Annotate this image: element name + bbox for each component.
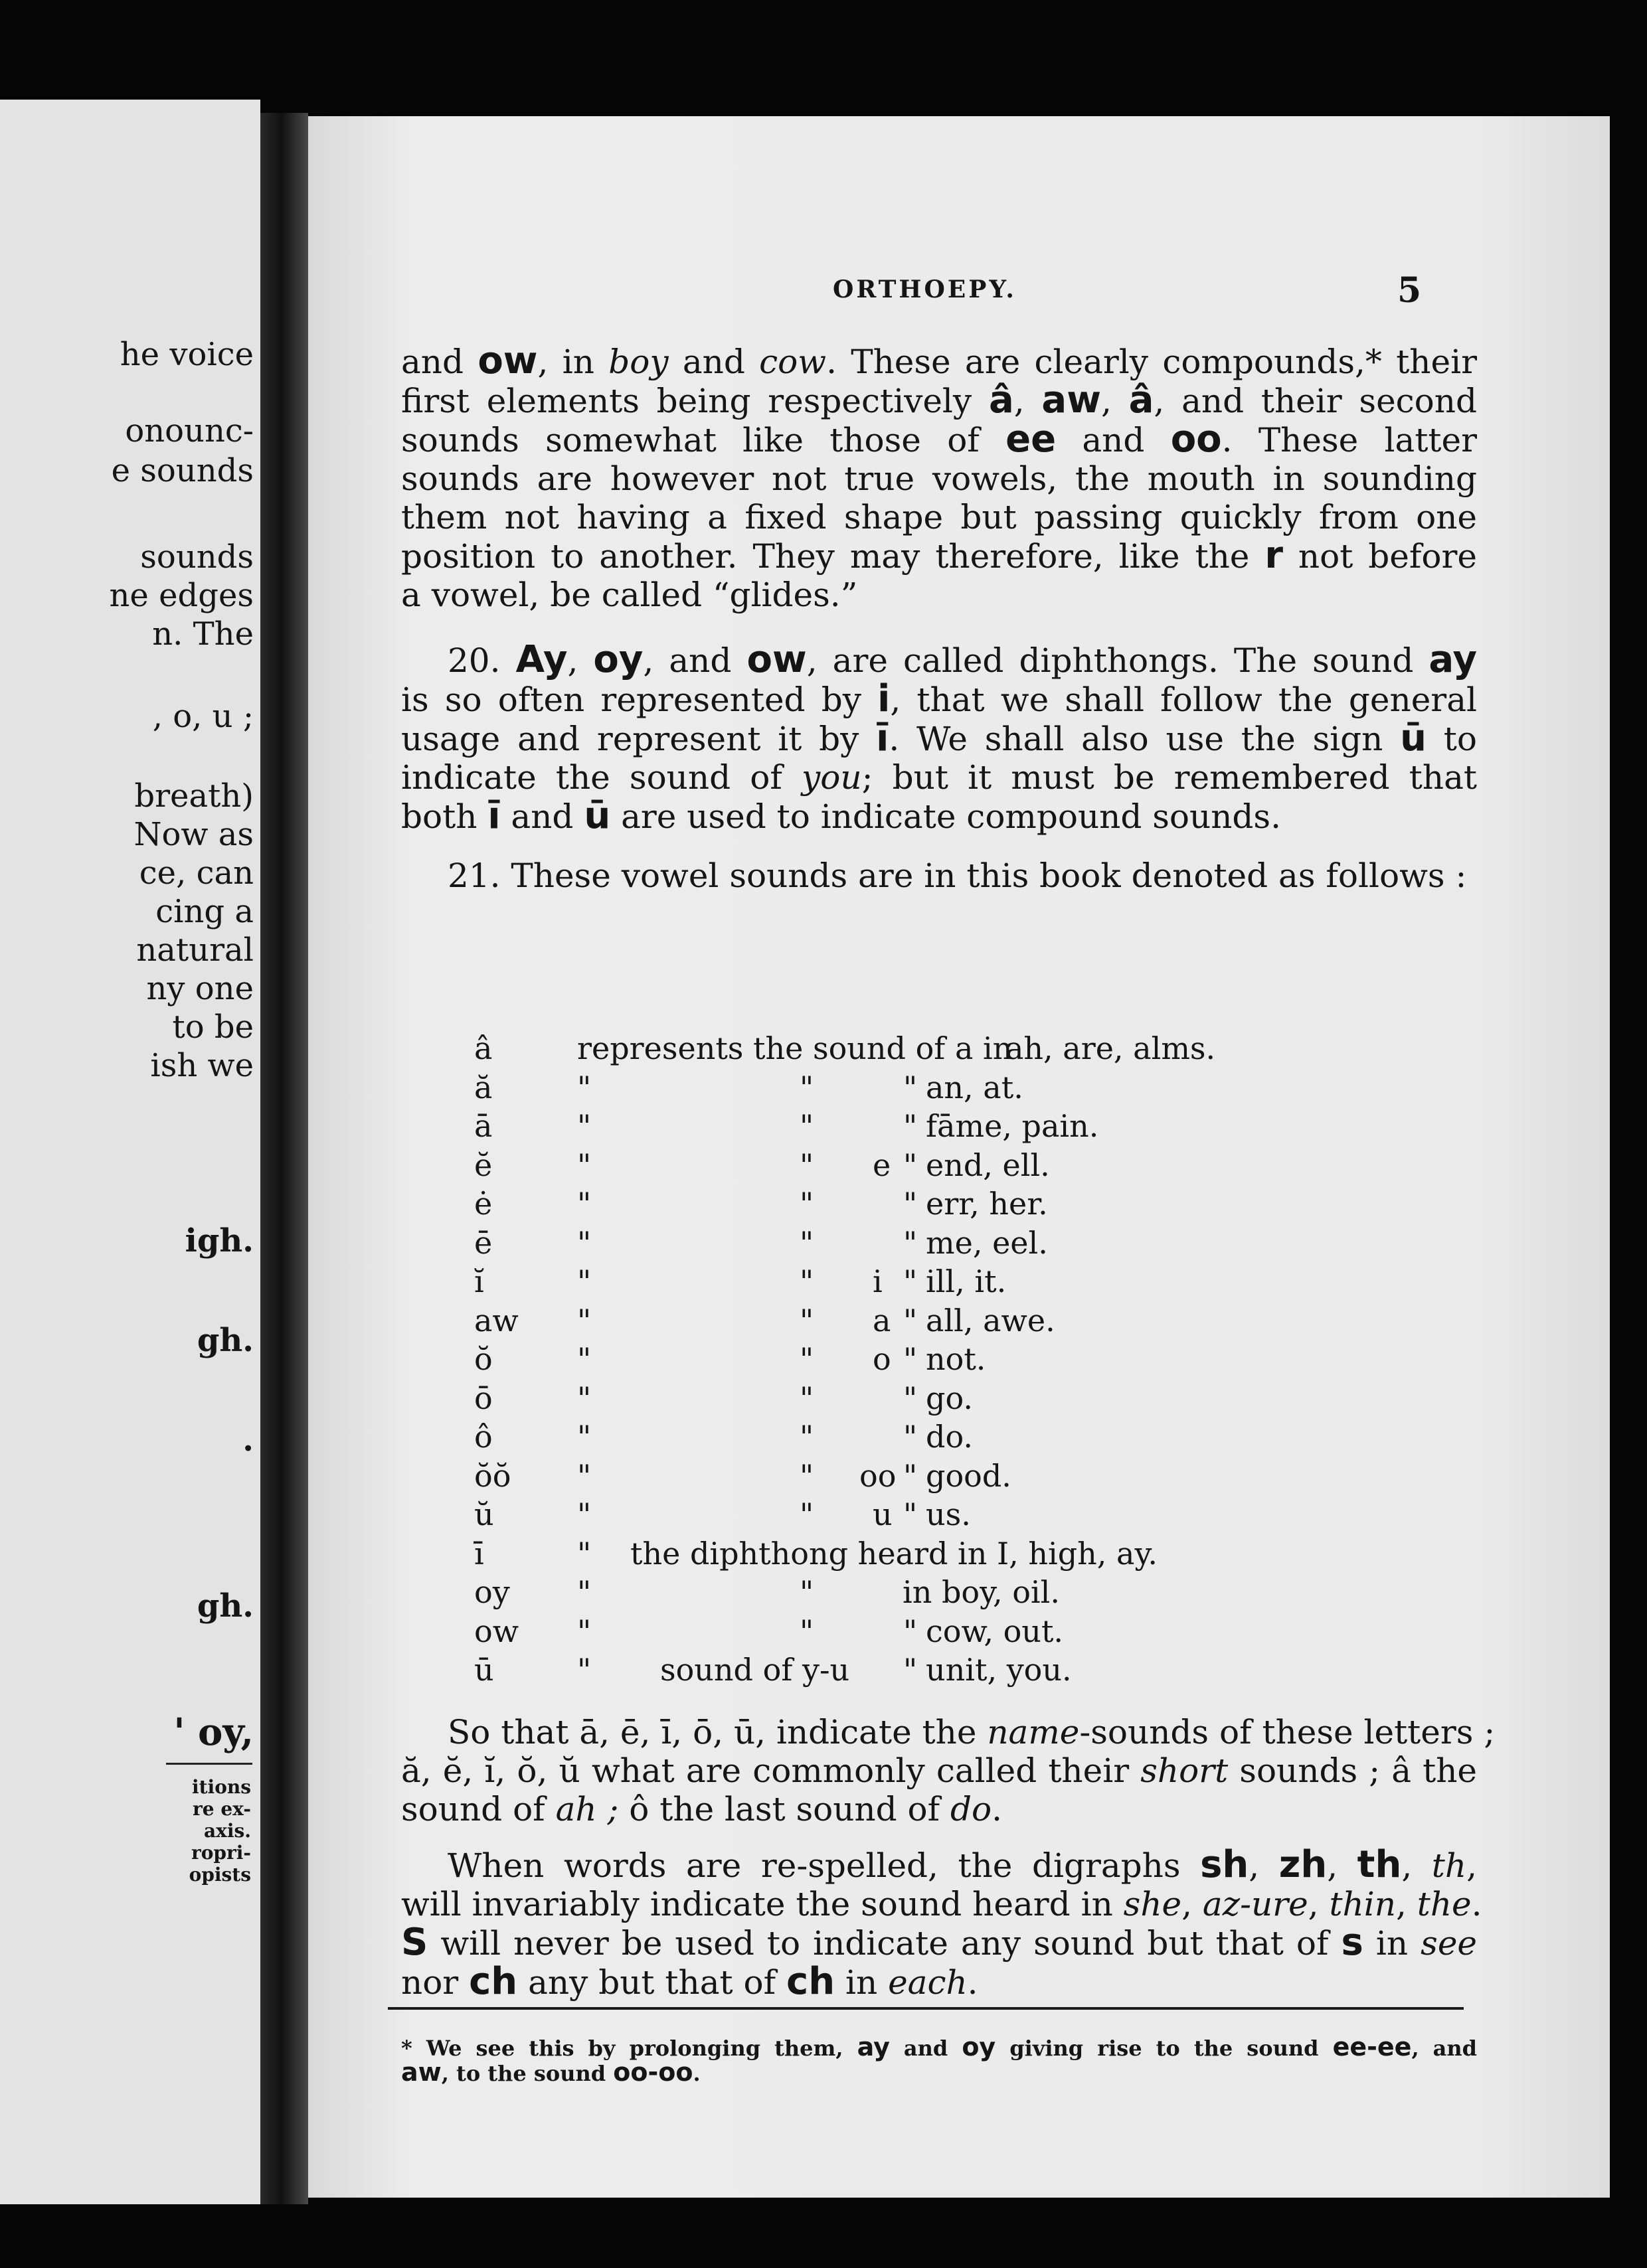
ditto-mark: " bbox=[903, 1147, 918, 1183]
page-header bbox=[308, 270, 1610, 322]
text-run: , bbox=[1013, 382, 1042, 420]
bold-symbol: â bbox=[1128, 378, 1154, 422]
ditto-mark: " bbox=[800, 1069, 814, 1105]
spelling-letter: i bbox=[873, 1263, 883, 1299]
ditto-mark: " bbox=[903, 1302, 918, 1338]
left-fragment: ish we bbox=[150, 1047, 254, 1084]
ditto-mark: " bbox=[577, 1147, 592, 1183]
text-run: in bbox=[1363, 1924, 1421, 1963]
left-footnote-fragment: axis. bbox=[204, 1820, 251, 1842]
italic-word: you bbox=[802, 758, 862, 797]
text-run: , and their second bbox=[1154, 382, 1477, 420]
ditto-mark: " bbox=[800, 1613, 814, 1649]
text-line bbox=[401, 536, 1477, 576]
text-line bbox=[401, 378, 1477, 422]
bold-digraph: ch bbox=[786, 1960, 835, 2003]
text-run: , and bbox=[1411, 2036, 1478, 2061]
text-run: ; but it must be remembered that bbox=[861, 758, 1477, 797]
text-line bbox=[401, 638, 1477, 681]
left-fragment: ' oy, bbox=[173, 1710, 254, 1754]
text-run: first elements being respectively bbox=[401, 382, 989, 420]
represents-column: represents the sound of a in bbox=[577, 1030, 1013, 1066]
left-fragment: ce, can bbox=[139, 854, 254, 892]
ditto-mark: " bbox=[577, 1069, 592, 1105]
left-fragment: he voice bbox=[120, 336, 254, 373]
text-run: giving rise to the sound bbox=[996, 2036, 1333, 2061]
text-run: . bbox=[967, 1963, 978, 2002]
text-line bbox=[401, 758, 1477, 797]
examples-column: all, awe. bbox=[926, 1302, 1055, 1338]
vowel-symbol: ŭ bbox=[474, 1497, 494, 1532]
left-footnote-fragment: ropri- bbox=[191, 1842, 251, 1864]
text-run: , bbox=[1181, 1885, 1203, 1923]
text-run: indicate the sound of bbox=[401, 758, 802, 797]
bold-symbol: ū bbox=[584, 794, 611, 837]
left-fragment: onounc- bbox=[125, 412, 254, 449]
text-line bbox=[401, 1751, 1477, 1790]
examples-column: good. bbox=[926, 1457, 1011, 1494]
ditto-mark: " bbox=[800, 1186, 814, 1222]
ditto-mark: " bbox=[903, 1069, 918, 1105]
bold-digraph: zh bbox=[1278, 1843, 1328, 1886]
left-fragment: natural bbox=[136, 932, 254, 969]
bold-symbol: oy bbox=[593, 638, 644, 681]
italic-word: az-ure bbox=[1202, 1885, 1308, 1923]
examples-column: end, ell. bbox=[926, 1147, 1050, 1183]
bold-symbol: ow bbox=[477, 339, 538, 382]
text-run: . bbox=[693, 2061, 701, 2086]
paragraph-21 bbox=[401, 856, 1477, 895]
bold-digraph: ch bbox=[469, 1960, 518, 2003]
left-fragment: e sounds bbox=[111, 452, 254, 489]
bold-symbol: ī bbox=[487, 794, 501, 837]
left-fragment: sounds bbox=[140, 538, 254, 576]
bold-symbol: ee-ee bbox=[1332, 2032, 1412, 2062]
italic-word: the bbox=[1417, 1885, 1472, 1923]
text-run: position to another. They may therefore, like the bbox=[401, 537, 1265, 576]
examples-column: ill, it. bbox=[926, 1263, 1007, 1299]
book-gutter bbox=[260, 113, 308, 2204]
text-line bbox=[401, 677, 1477, 720]
vowel-symbol: ī bbox=[474, 1535, 484, 1572]
ditto-mark: " bbox=[800, 1224, 814, 1261]
text-run: sound of bbox=[401, 1790, 556, 1828]
text-run: and bbox=[1056, 421, 1171, 459]
italic-word: cow bbox=[759, 343, 827, 381]
examples-column: me, eel. bbox=[926, 1224, 1048, 1261]
examples-column: not. bbox=[926, 1341, 986, 1377]
text-run: and bbox=[500, 797, 584, 836]
examples-column: do. bbox=[926, 1419, 973, 1455]
text-run: , that we shall follow the general bbox=[890, 681, 1477, 719]
left-footnote-fragment: re ex- bbox=[193, 1798, 251, 1820]
ditto-mark: " bbox=[577, 1652, 592, 1688]
left-fragment: to be bbox=[172, 1009, 254, 1046]
text-run: and bbox=[668, 343, 760, 381]
text-run: ă, ĕ, ĭ, ŏ, ŭ what are commonly called their bbox=[401, 1751, 1141, 1790]
vowel-symbol: ō bbox=[474, 1380, 493, 1416]
left-fragment: . bbox=[242, 1421, 254, 1459]
text-run: usage and represent it by bbox=[401, 720, 877, 758]
vowel-symbol: ē bbox=[474, 1224, 493, 1261]
spelling-letter: u bbox=[873, 1497, 893, 1532]
ditto-mark: " bbox=[903, 1224, 918, 1261]
left-fragment: n. The bbox=[152, 615, 254, 653]
vowel-symbol: aw bbox=[474, 1302, 519, 1338]
ditto-mark: " bbox=[577, 1224, 592, 1261]
paragraph-19-continuation bbox=[401, 339, 1477, 614]
vowel-symbol: ĭ bbox=[474, 1263, 484, 1299]
ditto-mark: " bbox=[577, 1186, 592, 1222]
text-line bbox=[401, 2060, 1477, 2085]
italic-word: ah ; bbox=[555, 1790, 619, 1828]
summary-paragraph bbox=[401, 1713, 1496, 1828]
examples-column: an, at. bbox=[926, 1069, 1023, 1105]
bold-symbol: r bbox=[1264, 534, 1283, 577]
ditto-mark: " bbox=[903, 1652, 918, 1688]
bold-symbol: oo bbox=[1170, 418, 1222, 461]
respelling-paragraph bbox=[401, 1843, 1482, 2003]
vowel-symbol: oy bbox=[474, 1574, 510, 1610]
vowel-symbol: ā bbox=[474, 1108, 493, 1144]
ditto-mark: " bbox=[800, 1302, 814, 1338]
italic-word: she bbox=[1123, 1885, 1182, 1923]
left-fragment: Now as bbox=[133, 816, 254, 853]
ditto-mark: " bbox=[577, 1380, 592, 1416]
ditto-mark: " bbox=[577, 1457, 592, 1494]
text-run: will never be used to indicate any sound but that of bbox=[428, 1924, 1342, 1963]
text-run: sounds ; â the bbox=[1228, 1751, 1477, 1790]
italic-word: thin bbox=[1329, 1885, 1396, 1923]
running-head: ORTHOEPY. bbox=[833, 276, 1017, 303]
ditto-mark: " bbox=[903, 1497, 918, 1532]
bold-symbol: oy bbox=[962, 2032, 996, 2062]
bold-symbol: Ay bbox=[515, 638, 568, 681]
left-fragment: breath) bbox=[134, 777, 254, 815]
left-fragment: igh. bbox=[185, 1222, 254, 1259]
bold-letter: S bbox=[401, 1921, 428, 1964]
bold-symbol: aw bbox=[401, 2058, 442, 2087]
vowel-symbol: ū bbox=[474, 1652, 494, 1688]
text-line: them not having a fixed shape but passing quickly from one bbox=[401, 498, 1477, 536]
text-line bbox=[401, 339, 1477, 382]
text-run: ô the last sound of bbox=[618, 1790, 951, 1828]
text-run: both bbox=[401, 797, 488, 836]
text-line bbox=[401, 420, 1477, 459]
text-line bbox=[401, 716, 1478, 760]
bold-symbol: ay bbox=[1429, 638, 1477, 681]
ditto-mark: " bbox=[903, 1457, 918, 1494]
left-fragment: ne edges bbox=[109, 577, 254, 614]
text-run: , in bbox=[537, 343, 609, 381]
examples-column: fāme, pain. bbox=[926, 1108, 1099, 1144]
examples-column: ah, are, alms. bbox=[1005, 1030, 1216, 1066]
ditto-mark: " bbox=[800, 1108, 814, 1144]
text-run: , bbox=[1327, 1846, 1357, 1885]
italic-word: do bbox=[950, 1790, 992, 1828]
bold-symbol: ay bbox=[857, 2032, 890, 2062]
text-line bbox=[401, 1713, 1496, 1751]
ditto-mark: " bbox=[800, 1147, 814, 1183]
text-line bbox=[401, 1843, 1477, 1886]
text-run: . We shall also use the sign bbox=[889, 720, 1401, 758]
footnote bbox=[401, 2032, 1478, 2087]
text-run: and bbox=[889, 2036, 962, 2061]
examples-column: unit, you. bbox=[926, 1652, 1072, 1688]
text-line: a vowel, be called “glides.” bbox=[401, 576, 858, 614]
italic-word: short bbox=[1140, 1751, 1229, 1790]
bold-symbol: aw bbox=[1041, 378, 1101, 422]
text-run: , bbox=[1308, 1885, 1330, 1923]
bold-digraph: sh bbox=[1200, 1843, 1249, 1886]
left-fragment: , o, u ; bbox=[152, 698, 254, 735]
bold-symbol: ow bbox=[746, 638, 807, 681]
bold-digraph: th bbox=[1357, 1843, 1402, 1886]
bold-symbol: ee bbox=[1005, 418, 1057, 461]
paragraph-number: 20. bbox=[448, 641, 516, 680]
text-line: sounds are however not true vowels, the mouth in sounding bbox=[401, 459, 1477, 498]
text-run: When words are re-spelled, the digraphs bbox=[448, 1846, 1201, 1885]
text-line bbox=[401, 794, 1477, 837]
ditto-mark: " bbox=[800, 1574, 814, 1610]
ditto-mark: " bbox=[903, 1419, 918, 1455]
text-line: 21. These vowel sounds are in this book denoted as follows : bbox=[448, 856, 1467, 895]
italic-word: name bbox=[987, 1713, 1080, 1751]
examples-column: err, her. bbox=[926, 1186, 1048, 1222]
text-run: , bbox=[1401, 1846, 1432, 1885]
left-footnote-rule bbox=[166, 1763, 252, 1765]
ditto-mark: " bbox=[577, 1263, 592, 1299]
examples-column: us. bbox=[926, 1497, 971, 1532]
ditto-mark: " bbox=[903, 1613, 918, 1649]
left-fragment: cing a bbox=[155, 893, 254, 930]
text-run: , bbox=[1100, 382, 1129, 420]
sound-description: sound of y-u bbox=[660, 1652, 850, 1688]
ditto-mark: " bbox=[903, 1380, 918, 1416]
ditto-mark: " bbox=[577, 1574, 592, 1610]
italic-digraph: th bbox=[1431, 1846, 1467, 1885]
text-run: , bbox=[1395, 1885, 1417, 1923]
italic-word: each bbox=[888, 1963, 968, 2002]
left-fragment: gh. bbox=[197, 1587, 254, 1625]
bold-letter: s bbox=[1341, 1921, 1363, 1964]
ditto-mark: " bbox=[800, 1380, 814, 1416]
left-facing-page bbox=[0, 100, 260, 2204]
ditto-mark: " bbox=[577, 1419, 592, 1455]
vowel-symbol: ŏ bbox=[474, 1341, 493, 1377]
paragraph-20 bbox=[401, 638, 1478, 837]
spelling-letter: o bbox=[873, 1341, 891, 1377]
ditto-mark: " bbox=[903, 1186, 918, 1222]
text-run: are used to indicate compound sounds. bbox=[610, 797, 1281, 836]
ditto-mark: " bbox=[800, 1419, 814, 1455]
left-footnote-fragment: opists bbox=[189, 1864, 251, 1886]
ditto-mark: " bbox=[577, 1613, 592, 1649]
examples-column: cow, out. bbox=[926, 1613, 1064, 1649]
text-line bbox=[401, 1923, 1477, 1963]
left-fragment: gh. bbox=[197, 1322, 254, 1359]
ditto-mark: " bbox=[800, 1341, 814, 1377]
text-run: . These latter bbox=[1221, 421, 1477, 459]
ditto-mark: " bbox=[800, 1263, 814, 1299]
ditto-mark: " bbox=[577, 1302, 592, 1338]
text-run: , to the sound bbox=[441, 2061, 614, 2086]
ditto-mark: " bbox=[903, 1341, 918, 1377]
vowel-symbol: ô bbox=[474, 1419, 493, 1455]
text-run: . These are clearly compounds,* their bbox=[826, 343, 1477, 381]
examples-column: go. bbox=[926, 1380, 973, 1416]
italic-word: boy bbox=[608, 343, 669, 381]
text-run: , bbox=[1466, 1846, 1477, 1885]
ditto-mark: " bbox=[577, 1108, 592, 1144]
left-fragment: ny one bbox=[146, 970, 254, 1007]
text-run: So that ā, ē, ī, ō, ū, indicate the bbox=[448, 1713, 988, 1751]
vowel-symbol: ŏŏ bbox=[474, 1457, 511, 1494]
bold-symbol: ī bbox=[876, 716, 889, 760]
bold-symbol: i bbox=[877, 677, 891, 720]
italic-word: see bbox=[1421, 1924, 1477, 1963]
text-run: , are called diphthongs. The sound bbox=[806, 641, 1429, 680]
vowel-symbol: â bbox=[474, 1030, 493, 1066]
footnote-rule bbox=[388, 2007, 1464, 2010]
bold-symbol: oo-oo bbox=[613, 2058, 693, 2087]
ditto-mark: " bbox=[577, 1497, 592, 1532]
ditto-mark: " bbox=[800, 1497, 814, 1532]
text-run: , bbox=[1249, 1846, 1279, 1885]
text-run: * We see this by prolonging them, bbox=[401, 2036, 857, 2061]
book-page bbox=[308, 116, 1610, 2198]
text-run: . bbox=[992, 1790, 1003, 1828]
text-run: not before bbox=[1282, 537, 1477, 576]
bold-symbol: â bbox=[988, 378, 1014, 422]
text-line bbox=[401, 1790, 1477, 1828]
ditto-mark: " bbox=[903, 1263, 918, 1299]
vowel-symbol: ow bbox=[474, 1613, 519, 1649]
text-run: , bbox=[567, 641, 594, 680]
ditto-mark: " bbox=[577, 1341, 592, 1377]
vowel-symbol: ă bbox=[474, 1069, 493, 1105]
text-run: to bbox=[1427, 720, 1478, 758]
text-run: any but that of bbox=[517, 1963, 787, 2002]
text-run: nor bbox=[401, 1963, 470, 2002]
ditto-mark: " bbox=[800, 1457, 814, 1494]
bold-symbol: ū bbox=[1400, 716, 1427, 760]
text-line bbox=[401, 1885, 1482, 1923]
vowel-symbol: ė bbox=[474, 1186, 493, 1222]
diphthong-description: the diphthong heard in I, high, ay. bbox=[630, 1535, 1158, 1572]
text-run: . bbox=[1471, 1885, 1482, 1923]
text-run: in bbox=[835, 1963, 889, 2002]
spelling-letter: oo bbox=[859, 1457, 897, 1494]
text-line bbox=[401, 2032, 1478, 2062]
spelling-letter: a bbox=[873, 1302, 891, 1338]
examples-column: in boy, oil. bbox=[903, 1574, 1060, 1610]
text-run: -sounds of these letters ; bbox=[1079, 1713, 1496, 1751]
text-run: is so often represented by bbox=[401, 681, 878, 719]
text-run: and bbox=[401, 343, 478, 381]
spelling-letter: e bbox=[873, 1147, 891, 1183]
ditto-mark: " bbox=[577, 1535, 592, 1572]
ditto-mark: " bbox=[903, 1108, 918, 1144]
vowel-symbol: ĕ bbox=[474, 1147, 493, 1183]
text-run: will invariably indicate the sound heard in bbox=[401, 1885, 1124, 1923]
text-line bbox=[401, 1960, 1477, 2003]
left-footnote-fragment: itions bbox=[191, 1776, 251, 1798]
page-number: 5 bbox=[1397, 270, 1422, 311]
text-run: , and bbox=[643, 641, 747, 680]
text-run: sounds somewhat like those of bbox=[401, 421, 1006, 459]
